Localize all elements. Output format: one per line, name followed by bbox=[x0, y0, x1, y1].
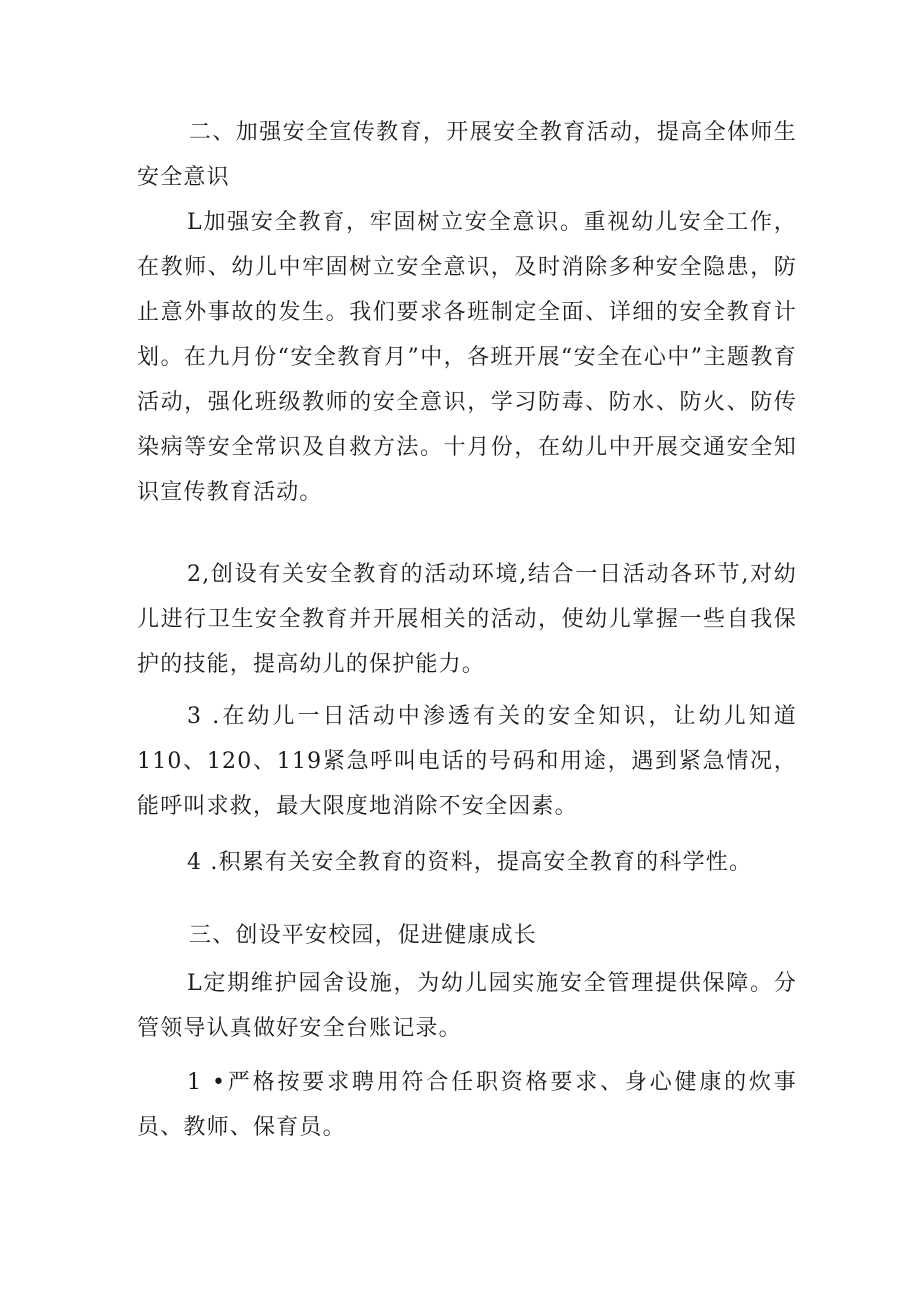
section-2-heading: 二、加强安全宣传教育，开展安全教育活动，提高全体师生安全意识 bbox=[137, 120, 797, 190]
section-2-item-1: L加强安全教育，牢固树立安全意识。重视幼儿安全工作，在教师、幼儿中牢固树立安全意识，及时消除多种安全隐患，防止意外事故的发生。我们要求各班制定全面、详细的安全教育计划。在九月份“安全教育月”中，各班开展“安全在心中”主题教育活动，强化班级教师的安全意识，学习防毒、防水、防火、防传染病等安全常识及自救方法。十月份，在幼儿中开展交通安全知识宣传教育活动。 bbox=[137, 210, 797, 505]
section-3-item-1: L定期维护园舍设施，为幼儿园实施安全管理提供保障。分管领导认真做好安全台账记录。 bbox=[137, 971, 797, 1041]
section-2-item-2: 2,创设有关安全教育的活动环境,结合一日活动各环节,对幼儿进行卫生安全教育并开展相关的活动，使幼儿掌握一些自我保护的技能，提高幼儿的保护能力。 bbox=[137, 562, 797, 677]
section-3-item-2: 1 •严格按要求聘用符合任职资格要求、身心健康的炊事员、教师、保育员。 bbox=[137, 1070, 797, 1140]
section-2-item-4: 4 .积累有关安全教育的资料，提高安全教育的科学性。 bbox=[187, 850, 753, 875]
section-3-heading: 三、创设平安校园，促进健康成长 bbox=[189, 923, 538, 948]
section-2-item-3: 3 .在幼儿一日活动中渗透有关的安全知识，让幼儿知道110、120、119紧急呼叫电话的号码和用途，遇到紧急情况，能呼叫求救，最大限度地消除不安全因素。 bbox=[137, 704, 797, 819]
